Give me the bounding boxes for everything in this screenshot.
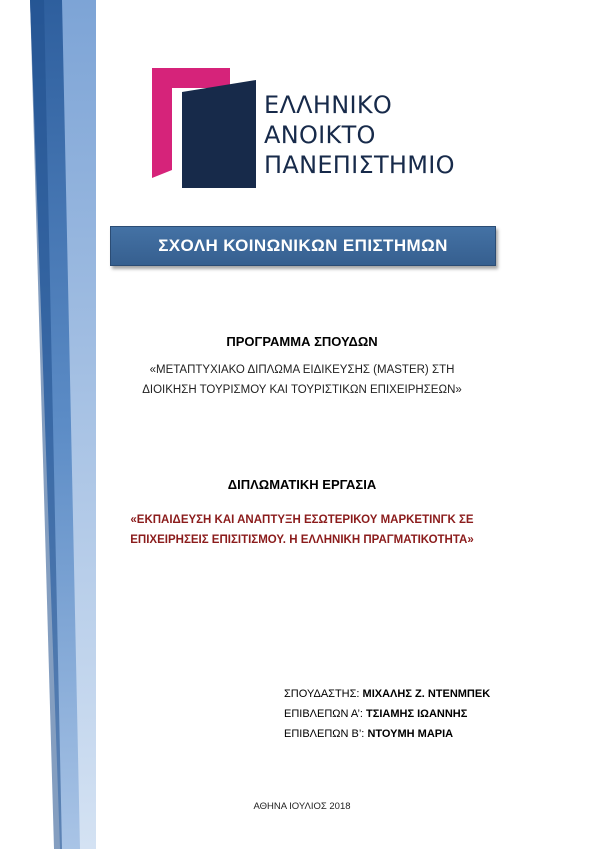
student-row [284,684,490,704]
thesis-title-line-2: ΕΠΙΧΕΙΡΗΣΕΙΣ ΕΠΙΣΙΤΙΣΜΟΥ. Η ΕΛΛΗΝΙΚΗ ΠΡΑΓΜΑΤΙΚΟΤΗΤΑ» [130,534,474,546]
supervisor-a-row [284,704,490,724]
faculty-banner: ΣΧΟΛΗ ΚΟΙΝΩΝΙΚΩΝ ΕΠΙΣΤΗΜΩΝ [110,226,496,266]
supervisor-a-name: ΤΣΙΑΜΗΣ ΙΩΑΝΝΗΣ [366,708,468,720]
student-name: ΜΙΧΑΛΗΣ Ζ. ΝΤΕΝΜΠΕΚ [362,688,491,700]
program-title-line-2: ΔΙΟΙΚΗΣΗ ΤΟΥΡΙΣΜΟΥ ΚΑΙ ΤΟΥΡΙΣΤΙΚΩΝ ΕΠΙΧΕΙΡΗΣΕΩΝ» [142,384,462,396]
program-heading: ΠΡΟΓΡΑΜΜΑ ΣΠΟΥΔΩΝ [226,334,378,349]
supervisor-b-name: ΝΤΟΥΜΗ ΜΑΡΙΑ [367,728,454,740]
university-name-line-3: ΠΑΝΕΠΙΣΤΗΜΙΟ [264,151,455,179]
supervisor-a-label: ΕΠΙΒΛΕΠΩΝ Α’: [284,708,363,720]
program-title-line-1: «ΜΕΤΑΠΤΥΧΙΑΚΟ ΔΙΠΛΩΜΑ ΕΙΔΙΚΕΥΣΗΣ (MASTER) ΣΤΗ [149,364,455,376]
thesis-title-line-1: «ΕΚΠΑΙΔΕΥΣΗ ΚΑΙ ΑΝΑΠΤΥΞΗ ΕΣΩΤΕΡΙΚΟΥ ΜΑΡΚΕΤΙΝΓΚ ΣΕ [130,514,474,526]
place-date: ΑΘΗΝΑ ΙΟΥΛΙΟΣ 2018 [253,801,351,812]
program-title [100,360,504,400]
university-name-line-2: ΑΝΟΙΚΤΟ [264,121,376,149]
thesis-heading: ΔΙΠΛΩΜΑΤΙΚΗ ΕΡΓΑΣΙΑ [227,477,377,492]
university-name [264,90,455,180]
supervisor-b-label: ΕΠΙΒΛΕΠΩΝ Β’: [284,728,365,740]
decorative-side-band [0,0,120,849]
student-label: ΣΠΟΥΔΑΣΤΗΣ: [284,688,360,700]
thesis-title [92,510,512,550]
university-logo [152,64,472,196]
author-block [284,684,490,744]
university-logo-mark [152,64,264,188]
university-name-line-1: ΕΛΛΗΝΙΚΟ [264,91,393,119]
supervisor-b-row [284,724,490,744]
